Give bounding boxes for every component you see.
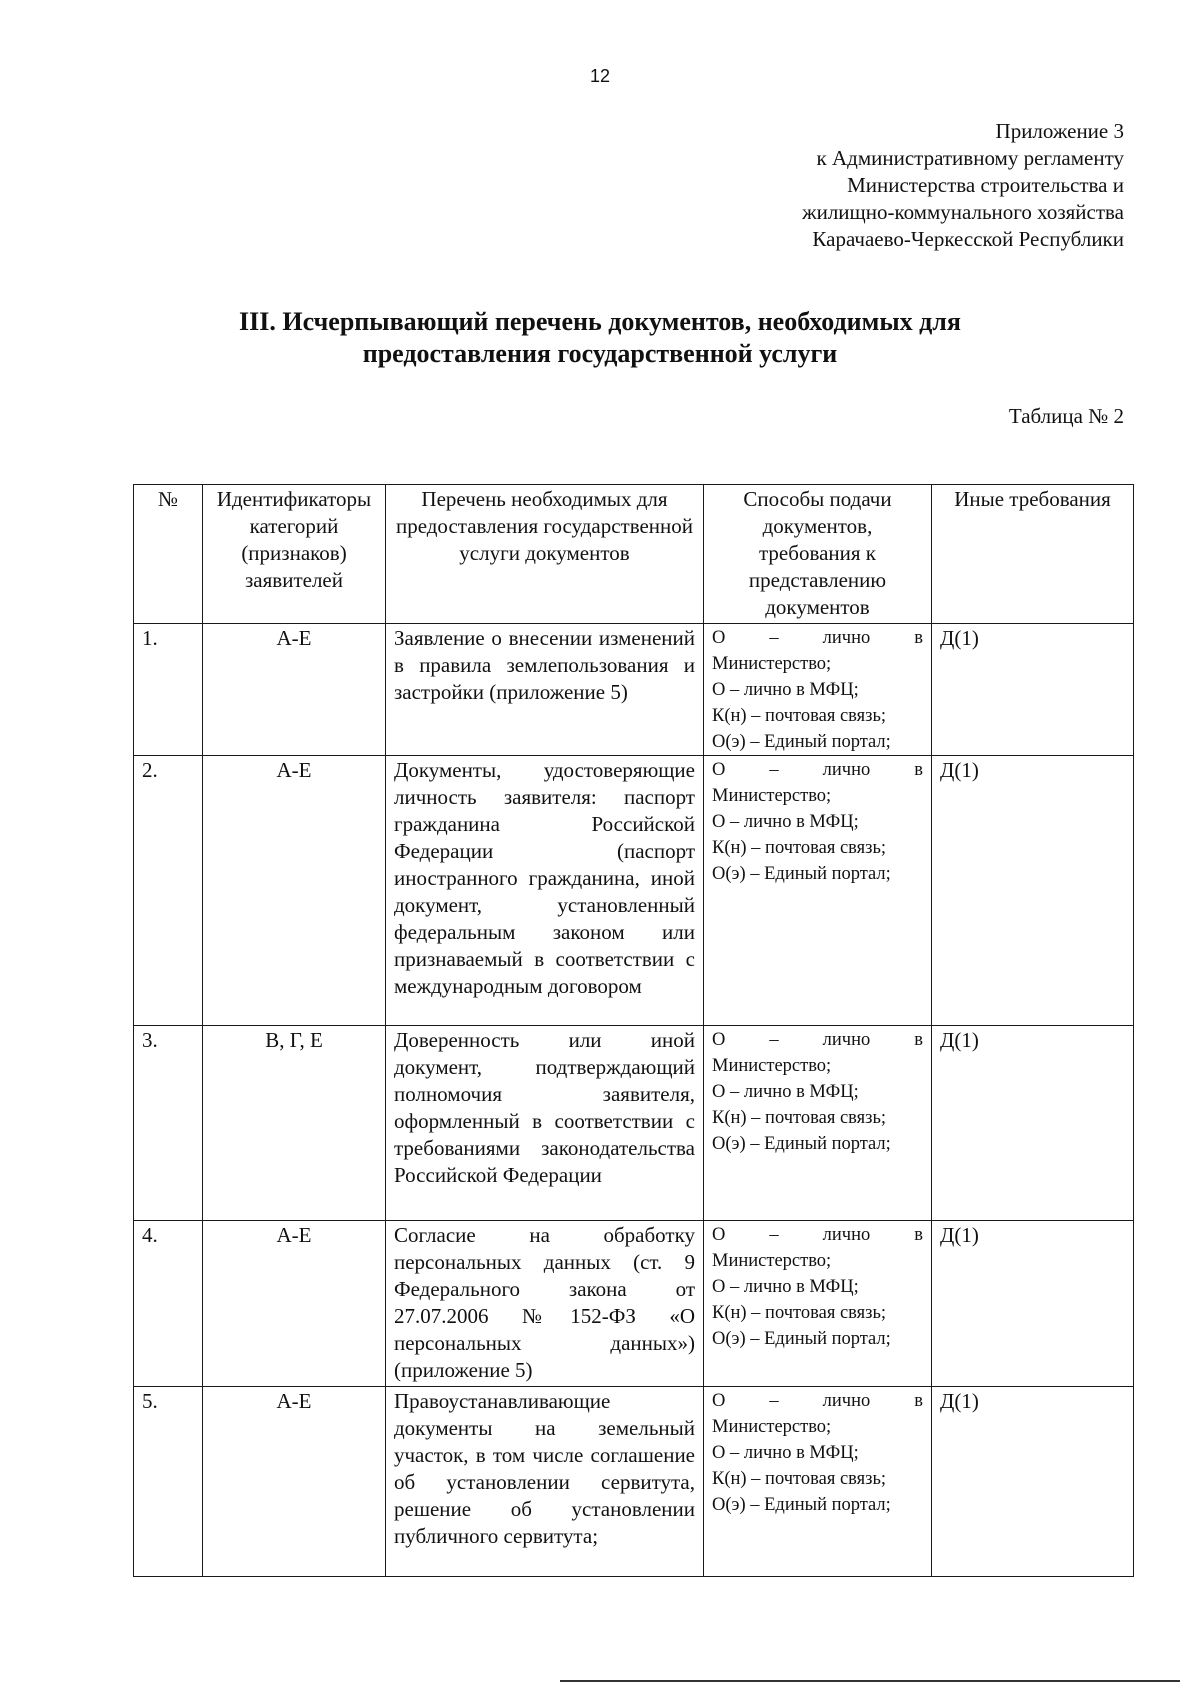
method-item: О(э) – Единый портал; [712,864,891,884]
appendix-heading [802,118,1124,253]
appendix-line: к Административному регламенту [816,146,1124,170]
row-number: 5. [134,1387,203,1577]
table-row [134,624,1134,756]
method-item: О – лично в Министерство; [712,1391,923,1437]
section-title [0,306,1200,370]
method-item: К(н) – почтовая связь; [712,838,887,858]
header-other: Иные требования [932,485,1134,624]
method-item: О – лично в Министерство; [712,628,923,674]
table-row [134,1026,1134,1221]
method-item: К(н) – почтовая связь; [712,1108,887,1128]
appendix-line: Приложение 3 [995,119,1124,143]
page-bottom-rule [560,1680,1180,1682]
appendix-line: жилищно-коммунального хозяйства [802,200,1124,224]
row-methods [704,1387,932,1577]
row-other-requirements: Д(1) [932,756,1134,1026]
method-item: О(э) – Единый портал; [712,1134,891,1154]
row-other-requirements: Д(1) [932,1221,1134,1387]
table-label: Таблица № 2 [1008,404,1124,428]
row-categories: А-Е [203,756,386,1026]
row-categories: А-Е [203,624,386,756]
row-number: 2. [134,756,203,1026]
header-methods: Способы подачи документов, требования к представлению документов [704,485,932,624]
method-item: О – лично в МФЦ; [712,1443,859,1463]
method-item: О(э) – Единый портал; [712,1495,891,1515]
method-item: О – лично в МФЦ; [712,1277,859,1297]
header-num: № [134,485,203,624]
table-row [134,1387,1134,1577]
row-other-requirements: Д(1) [932,1387,1134,1577]
method-item: О – лично в МФЦ; [712,680,859,700]
method-item: О(э) – Единый портал; [712,732,891,752]
page-number: 12 [589,66,611,86]
table-row [134,1221,1134,1387]
documents-table [133,484,1134,1577]
row-methods [704,624,932,756]
method-item: О(э) – Единый портал; [712,1329,891,1349]
row-number: 4. [134,1221,203,1387]
row-categories: А-Е [203,1387,386,1577]
row-number: 3. [134,1026,203,1221]
appendix-line: Карачаево-Черкесской Республики [812,227,1124,251]
row-other-requirements: Д(1) [932,1026,1134,1221]
row-document: Согласие на обработку персональных данных (ст. 9 Федерального закона от 27.07.2006 №152-ФЗ «О персональных данных») (приложение 5) [386,1221,704,1387]
row-methods [704,1026,932,1221]
section-title-line: предоставления государственной услуги [362,339,838,368]
table-header-row [134,485,1134,624]
section-title-line: III. Исчерпывающий перечень документов, необходимых для [239,307,961,336]
row-categories: А-Е [203,1221,386,1387]
row-document: Доверенность или иной документ, подтверждающий полномочия заявителя, оформленный в соответствии с требованиями законодательства Российской Федерации [386,1026,704,1221]
method-item: К(н) – почтовая связь; [712,1469,887,1489]
row-document: Документы, удостоверяющие личность заявителя: паспорт гражданина Российской Федерации (паспорт иностранного гражданина, иной документ, установленный федеральным законом или признаваемый в соответствии с международным договором [386,756,704,1026]
row-methods [704,1221,932,1387]
row-document: Правоустанавливающие документы на земельный участок, в том числе соглашение об установлении сервитута, решение об установлении публичного сервитута; [386,1387,704,1577]
method-item: О – лично в МФЦ; [712,812,859,832]
row-document: Заявление о внесении изменений в правила землепользования и застройки (приложение 5) [386,624,704,756]
row-methods [704,756,932,1026]
method-item: К(н) – почтовая связь; [712,706,887,726]
method-item: К(н) – почтовая связь; [712,1303,887,1323]
method-item: О – лично в Министерство; [712,760,923,806]
method-item: О – лично в МФЦ; [712,1082,859,1102]
appendix-line: Министерства строительства и [847,173,1124,197]
header-categories: Идентификаторы категорий (признаков) заявителей [203,485,386,624]
row-number: 1. [134,624,203,756]
method-item: О – лично в Министерство; [712,1225,923,1271]
header-documents: Перечень необходимых для предоставления государственной услуги документов [386,485,704,624]
method-item: О – лично в Министерство; [712,1030,923,1076]
table-row [134,756,1134,1026]
row-other-requirements: Д(1) [932,624,1134,756]
row-categories: В, Г, Е [203,1026,386,1221]
